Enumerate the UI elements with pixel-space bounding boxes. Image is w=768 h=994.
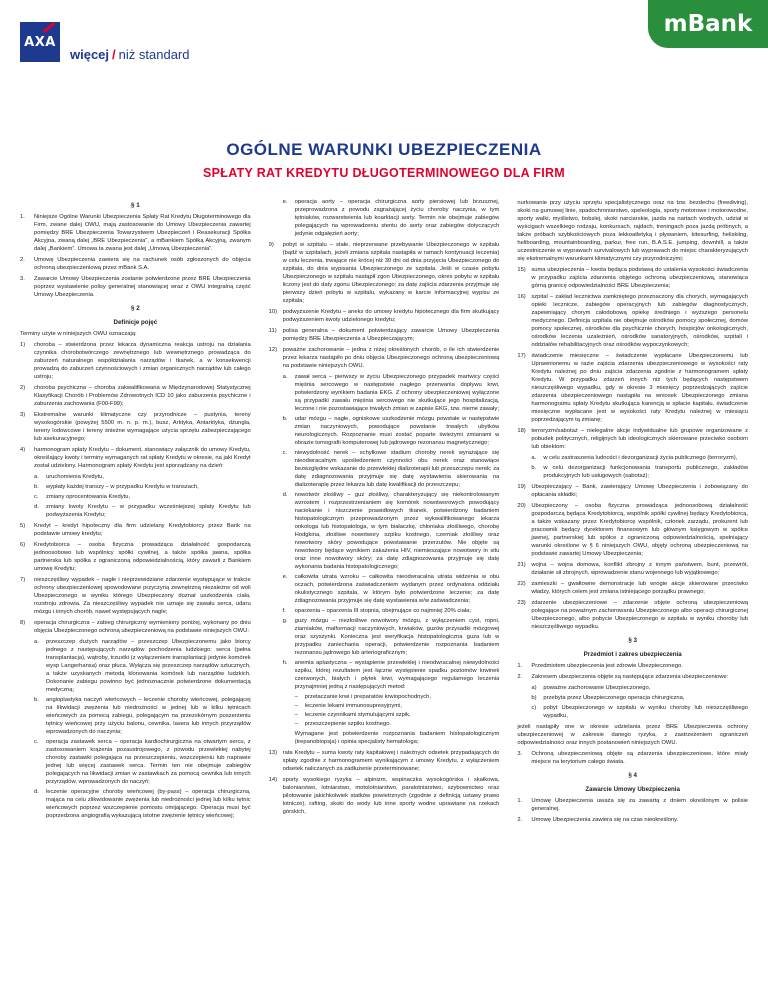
dash-item: – leczenie czynnikami stymulującymi szpik, [295, 711, 500, 719]
list-item [269, 749, 500, 773]
item-number: 2. [20, 257, 25, 263]
item-text: Umowę Ubezpieczenia uważa się za zawartą z dniem określonym w polisie generalnej. [531, 798, 749, 812]
list-item [269, 327, 500, 343]
sub-item [283, 573, 500, 605]
item-text: terroryzm/sabotaż – nielegalne akcje indywidualne lub grupowe organizowane z pobudek politycznych, religijnych lub ideologicznych skierowane przeciwko osobom lub obiektom: [531, 428, 749, 450]
item-number: a. [34, 474, 39, 480]
item-number: h. [282, 660, 288, 666]
item-number: b) [531, 695, 537, 701]
item-number: 1. [20, 214, 25, 220]
item-text: przebyta przez Ubezpieczonego operacja chirurgiczna, [543, 695, 685, 701]
item-number: b. [531, 465, 537, 471]
section-heading: § 2 [131, 305, 140, 312]
item-text: poważne zachorowanie – jedna z niżej określonych chorób, o ile ich stwierdzenie przez lekarza nastąpiło po dniu objęcia Ubezpieczonego ochroną ubezpieczeniową na podstawie niniejszych OWU. [282, 347, 500, 369]
item-text: szpital – zakład lecznictwa zamkniętego przeznaczony dla chorych, wymagających opieki lecznicze, zabiegów operacyjnych lub zabiegów diagnostycznych, zapewniający chorym całodobową opiekę średniego i wyższego personelu medycznego. Definicja szpitala nie obejmuje ośrodków pomocy społecznej, domów pomocy społecznej, ośrodków dla psychicznie chorych, hospicjów onkologicznych, ośrodków leczenia uzależnień, ośrodków sanatoryjnych, ośrodków, szpitali i oddziałów rehabilitacyjnych oraz ośrodków wypoczynkowych; [531, 294, 749, 348]
section-heading: § 3 [628, 637, 637, 644]
item-number: 1. [517, 663, 523, 669]
tagline [70, 47, 189, 62]
item-number: 8) [20, 620, 26, 626]
item-text: Zakresem ubezpieczenia objęte są następujące zdarzenia ubezpieczeniowe: [531, 674, 729, 680]
list-item [20, 541, 251, 573]
list-item [517, 483, 748, 499]
sub-item [283, 617, 500, 657]
item-text: polisa generalna – dokument potwierdzający zawarcie Umowy Ubezpieczenia pomiędzy BRE Ubezpieczenia a Ubezpieczającym; [282, 328, 500, 342]
item-number: b. [34, 484, 39, 490]
title-block [0, 140, 768, 180]
item-number: 10) [268, 309, 278, 315]
section-heading: § 1 [131, 202, 140, 209]
sub-item [283, 659, 500, 691]
list-item [20, 619, 251, 635]
sub-item [34, 483, 251, 491]
item-number: 22) [517, 581, 526, 587]
list-item [20, 522, 251, 538]
item-text: zamieszki – gwałtowne demonstracje lub wrogie akcje skierowane przeciwko władzy, których celem jest zmiana istniejącego porządku prawnego; [531, 581, 749, 595]
sub-item [34, 696, 251, 736]
item-text: Zawarcie Umowy Ubezpieczenia zostanie potwierdzone przez BRE Ubezpieczenia poprzez wystawienie polisy generalnej stanowiącej wraz z OWU integralną część Umowy Ubezpieczenia. [34, 276, 251, 298]
item-number: 7) [20, 577, 26, 583]
list-item [20, 384, 251, 408]
list-item [20, 256, 251, 272]
sub-item [531, 464, 748, 480]
list-item [20, 275, 251, 299]
item-text: Niniejsze Ogólne Warunki Ubezpieczenia Spłaty Rat Kredytu Długoterminowego dla Firm, zwane dalej OWU, mają zastosowanie do Umowy Ubezpieczenia zawartej pomiędzy BRE Ubezpieczenia Towarzystwem Ubezpieczeń i Reasekuracji Spółka Akcyjna, zwaną dalej „BRE Ubezpieczenia”, a mBankiem Spółką Akcyjną, zwanym dalej „Bankiem”. Umowa ta zwana jest dalej „Umową Ubezpieczenia”. [34, 214, 251, 252]
document-title: OGÓLNE WARUNKI UBEZPIECZENIA [226, 140, 542, 159]
item-number: 3. [517, 751, 523, 757]
item-text: Umowę Ubezpieczenia zawiera się na rachunek osób zgłoszonych do objęcia ochroną ubezpieczeniową przez mBank S.A. [34, 257, 251, 271]
document-subtitle: SPŁATY RAT KREDYTU DŁUGOTERMINOWEGO DLA FIRM [202, 166, 566, 180]
list-item [517, 673, 748, 681]
dash-item: – przetaczanie krwi i preparatów krwiopochodnych, [295, 693, 500, 701]
item-number: b. [282, 416, 288, 422]
item-number: 2. [517, 674, 523, 680]
item-text: angioplastyka naczyń wieńcowych – leczenie choroby wieńcowej, polegającej na likwidacji zwężenia lub niedrożności w jednej lub w kilku tętnicach wieńcowych za pomocą zabiegu, polegającym na przezskórnym poszerzeniu tętnicy wieńcowej przy użyciu balonu, cewnika, lasera lub innych przyrządów wprowadzonych do naczynia; [46, 697, 251, 735]
item-number: 6) [20, 542, 26, 548]
item-number: a. [531, 455, 537, 461]
item-text: sporty wysokiego ryzyka – alpinizm, wspinaczka wysokogórska i skałkowa, baloniarstwo, lotniarstwo, motolotniarstwo, paralotniarstwo, szybownictwo oraz pilotowanie jakichkolwiek statków powietrznych (zgodnie z definicją ustawy prawo lotnicze), rafting, skoki do wody lub inne sporty wodne uprawiane na rzekach górskich, [282, 777, 500, 815]
item-number: c. [34, 739, 39, 745]
item-text: pobyt w szpitalu – stałe, nieprzerwane przebywanie Ubezpieczonego w szpitalu (bądź w szpitalach, jeżeli zmiana szpitala nastąpiła w ramach kontynuacji leczenia) w celu leczenia, trwające nie krócej niż 30 dni od dnia przyjęcia Ubezpieczonego do szpitala, do dnia wypisania Ubezpieczonego ze szpitala. Jeśli w czasie pobytu Ubezpieczonego w szpitalu nastąpił zgon Ubezpieczonego, okres pobytu w szpitalu liczony jest do daty zgonu Ubezpieczonego; za datę zajścia zdarzenia przyjmuje się pierwszy dzień pobytu w szpitalu, wykazany w karcie informacyjnej wypisu ze szpitala; [282, 242, 500, 304]
item-number: e. [282, 199, 288, 205]
item-number: c. [34, 494, 39, 500]
item-text: Ochroną ubezpieczeniową objęte są zdarzenia ubezpieczeniowe, które miały miejsce na terytorium całego świata. [531, 751, 749, 765]
item-text: przeszczep dużych narządów – przeszczep Ubezpieczonemu jako biorcy jednego z następujących narządów pochodzenia ludzkiego: serca (pełna transplantacja), wątroby, trzustki (z wyłączeniem transplantacji jedynie komórek wysp Langerhansa) oraz płuca. Wyłącza się przeszczep narządów sztucznych, a także uzyskanych metodą klonowania komórek lub narządów ludzkich. Dokonanie zabiegu powinno być jednoznacznie potwierdzone dokumentacją medyczną; [46, 639, 251, 693]
paragraph: Terminy użyte w niniejszych OWU oznaczają: [20, 331, 137, 337]
list-item [517, 502, 748, 558]
list-item [20, 446, 251, 470]
item-text: w celu zastraszenia ludności i dezorganizacji życia publicznego (terroryzm), [543, 455, 738, 461]
sub-item [531, 454, 748, 462]
column-1 [20, 196, 251, 986]
column-2 [269, 196, 500, 986]
item-text: całkowita utrata wzroku – całkowita nieodwracalna utrata widzenia w obu oczach, potwierdzona zaświadczeniem wydanym przez ordynatora oddziału okulistycznego szpitala, w którym było potwierdzone leczenie; za datę zdiagnozowania przyjmuje się datę wystawienia w/w zaświadczenia; [294, 574, 500, 604]
sub-item [283, 198, 500, 238]
item-text: rata Kredytu – suma kwoty raty kapitałowej i należnych odsetek przypadających do spłaty zgodnie z harmonogramem wynikającym z umowy Kredytu, z wyłączeniem odsetek naliczanych za zadłużenie przeterminowane; [282, 750, 500, 772]
sub-item [34, 503, 251, 519]
item-number: 17) [517, 353, 526, 359]
sub-item [283, 373, 500, 413]
list-item [517, 662, 748, 670]
item-number: 2) [20, 385, 26, 391]
tagline-bold: więcej [70, 47, 110, 62]
item-text: Kredyt – kredyt hipoteczny dla firm udzielany Kredytobiorcy przez Bank na podstawie umowy kredytu; [34, 523, 251, 537]
sub-item [34, 493, 251, 501]
paragraph: Wymagane jest potwierdzenie rozpoznania badaniem histopatologicznym (trepanobiopsja) i opinia specjalisty hematologa; [294, 731, 500, 745]
item-text: choroba psychiczna – choroba zakwalifikowana w Międzynarodowej Statystycznej Klasyfikacji Chorób i Problemów Zdrowotnych ICD 10 jako zaburzenia psychiczne i zaburzenia zachowania (F00-F99); [34, 385, 251, 407]
tagline-rest: niż standard [118, 47, 190, 62]
item-text: oparzenia – oparzenia III stopnia, obejmujące co najmniej 20% ciała; [294, 608, 471, 614]
list-item [517, 797, 748, 813]
sub-item [531, 704, 748, 720]
list-item [269, 776, 500, 816]
item-text: choroba – stwierdzona przez lekarza dynamiczna reakcja ustroju na działania czynnika chorobotwórczego zewnętrznego lub wewnętrznego prowadząca do zaburzeń naturalnego współdziałania narządów i tkanek, a w konsekwencji prowadzą do zaburzeń czynnościowych i zmian organicznych narządów lub całego ustroju; [34, 342, 251, 380]
item-text: harmonogram spłaty Kredytu – dokument, stanowiący załącznik do umowy Kredytu, określający kwoty i terminy wymaganych rat spłaty Kredytu w okresie, na jaki Kredyt został udzielony. Harmonogram spłaty Kredytu jest sporządzany na dzień: [34, 447, 251, 469]
item-text: Umowę Ubezpieczenia zawiera się na czas nieokreślony. [531, 817, 679, 823]
header [0, 0, 768, 80]
item-number: 1) [20, 342, 26, 348]
sub-item [283, 415, 500, 447]
list-item [269, 346, 500, 370]
item-number: 15) [517, 267, 526, 273]
item-number: 14) [268, 777, 278, 783]
sub-item [34, 788, 251, 820]
item-text: pobyt Ubezpieczonego w szpitalu w wyniku choroby lub nieszczęśliwego wypadku, [543, 705, 749, 719]
item-number: 16) [517, 294, 526, 300]
item-number: 11) [268, 328, 277, 334]
item-number: 23) [517, 600, 526, 606]
sub-item [283, 607, 500, 615]
item-text: operacja aorty – operacja chirurgiczna aorty piersiowej lub brzusznej, przeprowadzona z powodu zagrażającej życiu choroby naczynia, w tym tętniaków, rozwarstwienia lub koarktacji aorty. Termin nie obejmuje zabiegów polegających na wprowadzeniu stentu do aorty oraz zabiegów dotyczących jedynie odgałęzień aorty; [294, 199, 500, 237]
list-item [517, 599, 748, 631]
sub-item [34, 473, 251, 481]
list-item [20, 576, 251, 616]
item-text: uruchomienia Kredytu, [46, 474, 104, 480]
item-text: Przedmiotem ubezpieczenia jest zdrowie Ubezpieczonego. [531, 663, 683, 669]
item-text: Ubezpieczający – Bank, zawierający Umowę Ubezpieczenia i zobowiązany do opłacania składki; [531, 484, 749, 498]
item-text: nieszczęśliwy wypadek – nagłe i nieprzewidziane zdarzenie występujące w trakcie ochrony ubezpieczeniowej spowodowane przyczyną zewnętrzną niezależne od woli Ubezpieczonego w wyniku którego Ubezpieczony doznał uszkodzenia ciała, rozstroju zdrowia. Za nieszczęśliwy wypadek nie uznaje się zawału serca, udaru mózgu i innych chorób, nawet występujących nagle; [34, 577, 251, 615]
axa-logo: AXA [20, 22, 60, 62]
item-text: guzy mózgu – niezłośliwe nowotwory mózgu, z wyłączeniem cyst, ropni, ziarniaków, malformacji naczyniowych, krwiaków, guzów przysadki mózgowej oraz szyszynki. Konieczna jest weryfikacja histopatologiczna guza lub w przypadku zaniechania operacji, potwierdzenie rozpoznania badaniem rezonansu jądrowego lub arteriograficznym; [294, 618, 500, 656]
item-number: 13) [268, 750, 278, 756]
item-text: operacja chirurgiczna – zabieg chirurgiczny wymieniony poniżej, wykonany po dniu objęcia Ubezpieczonego ochroną ubezpieczeniową na podstawie niniejszych OWU: [34, 620, 251, 634]
list-item [269, 308, 500, 324]
item-text: wojna – wojna domowa, konflikt zbrojny z innym państwem, bunt, przewrót, działanie sił zbrojnych, wprowadzenie stanu wojennego lub wyjątkowego; [531, 562, 749, 576]
item-number: d. [34, 789, 39, 795]
item-text: niewydolność nerek – schyłkowe stadium choroby nerek wyrażające się nieodwracalnym upośledzeniem czynności obu nerek oraz stanowiące bezwzględne wskazanie do przewlekłej dializoterapii lub przeszczepu nerek; za datę zdiagnozowania przyjmuje się datę wystawienia skierowania na dializoterapię przez lekarza lub datę kwalifikacji do przeszczepu; [294, 450, 500, 488]
paragraph: nurkowanie przy użyciu sprzętu specjalistycznego oraz na tzw. bezdechu (freediving), skoki na gumowej linie, spadochroniarstwo, speleologia, sporty motorowe i motorowodne, sporty walki, myślistwo, bobslej, skoki narciarskie, jazda na nartach wodnych, udział w wyścigach wszelkiego rodzaju, konkursach, rajdach, treningach poza jazdą próbnych, a także próbach szybkościowych poza lekkoatletyką i pływaniem, kitesurfing, heliskiing, heliboarding, mountainboarding, parkur, free run, B.A.S.E. jumping, downhill, a także uczestniczenie w wyprawach survivalowych lub wyprawach do miejsc charakteryzujących się ekstremalnymi warunkami klimatycznymi czy przyrodniczymi; [517, 200, 749, 262]
item-number: 20) [517, 503, 526, 509]
dash-item: – leczenie lekami immunosupresyjnymi, [295, 702, 500, 710]
list-item [517, 293, 748, 349]
sub-item [531, 694, 748, 702]
item-number: 18) [517, 428, 526, 434]
tagline-separator: / [112, 47, 116, 62]
item-number: 5) [20, 523, 26, 529]
content-columns [20, 196, 748, 986]
item-text: leczenie operacyjne choroby wieńcowej (by-pass) – operacja chirurgiczna, mająca na celu zlikwidowanie zwężenia lub niedrożności jednej lub kilku tętnic wieńcowych poprzez wszczepienie pomostu omijającego. Operacja musi być poprzedzona angiografią wykazującą istotne zwężenie tętnicy wieńcowej; [46, 789, 251, 819]
item-text: zawał serca – pierwszy w życiu Ubezpieczonego przypadek martwicy części mięśnia sercowego w następstwie nagłego przerwania dopływu krwi, potwierdzony wynikiem badania EKG. Z ochrony ubezpieczeniowej wyłączone są przypadki zawału mięśnia sercowego nie skutkujące jego hospitalizacją, leczone i nie pozostawiające trwałych zmian w zapisie EKG, tzw. nieme zawały; [294, 374, 500, 412]
item-number: g. [282, 618, 288, 624]
sub-item [531, 684, 748, 692]
list-item [269, 241, 500, 305]
list-item [20, 213, 251, 253]
section-heading: Przedmiot i zakres ubezpieczenia [583, 651, 682, 658]
item-text: operacja zastawek serca – operacja kardiochirurgiczna na otwartym sercu, z zastosowaniem krążenia pozaustrojowego, z powodu przewlekłej nabytej choroby zastawki polegająca na przeszczepieniu, wszczepieniu lub naprawie jednej lub więcej zastawek serca. Termin ten nie obejmuje zabiegów polegających na likwidacji zmian w zastawkach za pomocą cewnika lub innych przyrządów, wprowadzonych do naczyń; [46, 739, 251, 785]
list-item [517, 816, 748, 824]
item-number: e. [282, 574, 288, 580]
list-item [517, 561, 748, 577]
paragraph: jeżeli nastąpiły one w okresie udzielania przez BRE Ubezpieczenia ochrony ubezpieczeniowej w zakresie danego ryzyka, z zastrzeżeniem ograniczeń odpowiedzialności oraz innych postanowień niniejszych OWU. [517, 724, 749, 746]
item-number: c. [282, 450, 288, 456]
item-number: a. [34, 639, 39, 645]
item-text: świadczenie miesięczne – świadczenie wypłacane Ubezpieczonemu lub Uprawnionemu w razie zajścia zdarzenia ubezpieczeniowego w wysokości raty Kredytu należnej po dniu zajścia zdarzenia zgodnie z harmonogramem spłaty Kredytu. W przypadku zdarzeń innych niż tych będących następstwem nieszczęśliwego wypadku, gdy w okresie 3 miesięcy poprzedzających zajście zdarzenia ubezpieczeniowego nastąpiła na wniosek Ubezpieczonego zmiana harmonogramu spłaty Kredytu skutkująca karencją w spłacie kapitału, świadczenie miesięczne wypłacane jest w wysokości raty Kredytu należnej w miesiącu poprzedzającym tą zmianę; [531, 353, 749, 423]
item-text: udar mózgu – nagłe, ogniskowe uszkodzenie mózgu powstałe w następstwie zmian naczyniowych, powodujące powstanie trwałych ubytków neurologicznych. Rozpoznanie musi zostać poparte świeżymi zmianami w obrazie tomografii komputerowej lub jądrowego rezonansu magnetycznego; [294, 416, 500, 446]
list-item [517, 580, 748, 596]
item-number: c) [531, 705, 537, 711]
item-text: w celu dezorganizacji funkcjonowania transportu publicznego, zakładów produkcyjnych lub usługowych (sabotaż); [543, 465, 749, 479]
item-number: 4) [20, 447, 26, 453]
item-text: podwyższenie Kredytu – aneks do umowy kredytu hipotecznego dla firm skutkujący podwyższeniem kwoty udzielonego kredytu; [282, 309, 500, 323]
sub-item [34, 738, 251, 786]
list-item [20, 411, 251, 443]
item-number: 1. [517, 798, 523, 804]
section-heading: Definicje pojęć [113, 319, 158, 326]
item-text: Ubezpieczony – osoba fizyczna prowadząca jednoosobową działalność gospodarczą będąca Kredytobiorcą, wspólnik spółki cywilnej będący Kredytobiorcą, a także wskazany przez Kredytobiorcę wspólnik, członek zarządu, prokurent lub pracownik będący dyrektorem finansowym lub głównym księgowym w spółce jawnej, partnerskiej lub spółce z ograniczoną odpowiedzialnością, spełniający warunki określone w § 6 niniejszych OWU, objęty ochroną ubezpieczeniową na podstawie zawartej Umowy Ubezpieczenia; [531, 503, 749, 557]
item-number: 9) [268, 242, 274, 248]
column-3 [517, 196, 748, 986]
dash-item: – przeszczepienie szpiku kostnego. [295, 720, 500, 728]
item-number: 21) [517, 562, 526, 568]
item-number: 2. [517, 817, 523, 823]
item-text: Ekstremalne warunki klimatyczne czy przyrodnicze – pustynia, tereny wysokogórskie (powyżej 5500 m. n. p. m.), busz, Arktyka, Antarktyka, dżungla, tereny lodowcowe i tereny śnieżne wymagające użycia sprzętu zabezpieczającego lub asekuracyjnego; [34, 412, 251, 442]
item-number: 3. [20, 276, 25, 282]
section-heading: Zawarcie Umowy Ubezpieczenia [585, 786, 680, 793]
item-text: zmiany kwoty Kredytu – w przypadku wcześniejszej spłaty Kredytu lub podwyższenia Kredytu; [46, 504, 251, 518]
list-item [20, 341, 251, 381]
sub-item [283, 491, 500, 571]
item-text: anemia aplastyczna – wystąpienie przewlekłej i nieodwracalnej niewydolności szpiku, której rezultatem jest łączne występienie spadku poziomów krwinek czerwonych, białych i płytek krwi, wymagającego regularnego leczenia przynajmniej jedną z następujących metod: [294, 660, 500, 690]
item-number: 12) [268, 347, 278, 353]
item-number: f. [282, 608, 286, 614]
item-text: suma ubezpieczenia – kwota będąca podstawą do ustalenia wysokości świadczenia w przypadku zajścia zdarzenia objętego ochroną ubezpieczeniową, stanowiąca górną granicę odpowiedzialności BRE Ubezpieczenia; [531, 267, 749, 289]
item-number: a. [282, 374, 288, 380]
item-number: a) [531, 685, 537, 691]
item-text: wypłaty każdej transzy – w przypadku Kredytu w transzach, [46, 484, 199, 490]
item-number: 3) [20, 412, 26, 418]
item-text: zmiany oprocentowania Kredytu, [46, 494, 131, 500]
list-item [517, 750, 748, 766]
item-number: b. [34, 697, 39, 703]
mbank-logo: mBank [648, 0, 768, 48]
list-item [517, 352, 748, 424]
list-item [517, 266, 748, 290]
sub-item [34, 638, 251, 694]
item-number: d. [282, 492, 288, 498]
section-heading: § 4 [628, 772, 637, 779]
item-text: zdarzenie ubezpieczeniowe – zdarzenie objęte ochroną ubezpieczeniową polegające na poważnym zachorowaniu Ubezpieczonego albo operacji chirurgicznej Ubezpieczonego, albo pobycie Ubezpieczonego w szpitalu w wyniku choroby lub nieszczęśliwego wypadku. [531, 600, 749, 630]
item-text: poważne zachorowanie Ubezpieczonego, [543, 685, 651, 691]
item-text: nowotwór złośliwy – guz złośliwy, charakteryzujący się niekontrolowanym wzrostem i rozprzestrzenianiem się komórek nowotworowych powodujący naciekanie i niszczenie prawidłowych tkanek, potwierdzony badaniem histopatologicznym przeprowadzonym przez wykwalifikowanego lekarza onkologa lub histopatologa, w tym białaczkę, chłoniaka złośliwego, chorobę Hodgkina, złośliwe nowotwory szpiku kostnego, czerniak złośliwy oraz nowotwory skóry powodujące powstawanie przerzutów. Nie objęte są nowotwory będące wynikiem zakażenia HIV, niemieszające nowotwory in situ oraz inne nowotwory skóry; za datę zdiagnozowania przyjmuje się datę wykonania badania histopatologicznego; [294, 492, 500, 570]
item-text: Kredytobiorca – osoba fizyczna prowadząca działalność gospodarczą jednoosobowo lub wspólnicy spółki cywilnej, a także spółka jawna, spółka partnerska lub spółka z ograniczoną odpowiedzialnością, który zawarli z Bankiem umowę Kredytu; [34, 542, 251, 572]
item-number: 19) [517, 484, 526, 490]
item-number: d. [34, 504, 39, 510]
list-item [517, 427, 748, 451]
sub-item [283, 449, 500, 489]
